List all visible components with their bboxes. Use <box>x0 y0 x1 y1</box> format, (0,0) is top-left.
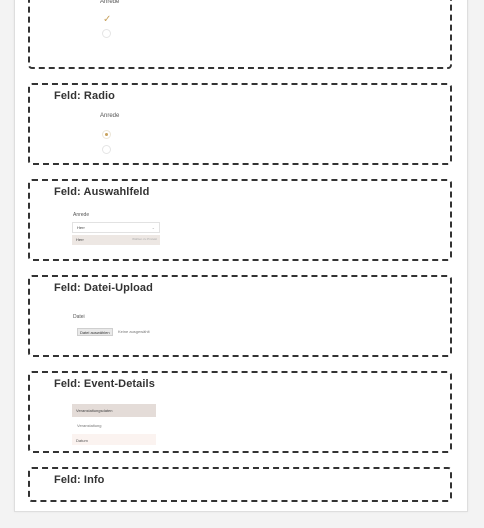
select-field-card <box>28 179 452 261</box>
select-value: Herr <box>77 225 85 230</box>
form-preview-sheet <box>14 0 468 512</box>
file-status: Keine ausgewählt <box>118 329 150 334</box>
field-label: Anrede <box>100 0 120 5</box>
field-title: Feld: Auswahlfeld <box>54 186 150 198</box>
field-title: Feld: Event-Details <box>54 378 155 390</box>
event-footer-label: Datum <box>76 438 88 443</box>
info-field-card <box>28 467 452 502</box>
field-title: Feld: Datei-Upload <box>54 282 153 294</box>
checkbox-unchecked[interactable] <box>102 29 111 38</box>
select-input[interactable] <box>72 222 160 233</box>
radio-unselected[interactable] <box>102 145 111 154</box>
event-details-field-card <box>28 371 452 453</box>
upload-field-card <box>28 275 452 357</box>
field-label: Anrede <box>73 212 90 218</box>
field-title: Feld: Info <box>54 474 105 486</box>
field-label: Datei <box>73 314 85 320</box>
option-hint: Wählen zu Pinzekt <box>132 237 157 241</box>
field-label: Anrede <box>100 113 120 119</box>
radio-selected[interactable] <box>102 130 111 139</box>
event-header <box>72 404 156 417</box>
event-footer <box>72 434 156 445</box>
chevron-down-icon: ⌄ <box>151 225 155 230</box>
select-option-highlighted[interactable] <box>72 235 160 245</box>
radio-field-card <box>28 83 452 165</box>
checkmark-icon[interactable]: ✓ <box>103 14 112 25</box>
event-row-label: Veranstaltung <box>77 423 102 428</box>
option-label: Herr <box>76 237 84 242</box>
event-header-label: Veranstaltungsdaten <box>76 408 113 413</box>
checkbox-field-card <box>28 0 452 69</box>
field-title: Feld: Radio <box>54 90 115 102</box>
choose-file-button[interactable]: Datei auswählen <box>77 328 113 336</box>
